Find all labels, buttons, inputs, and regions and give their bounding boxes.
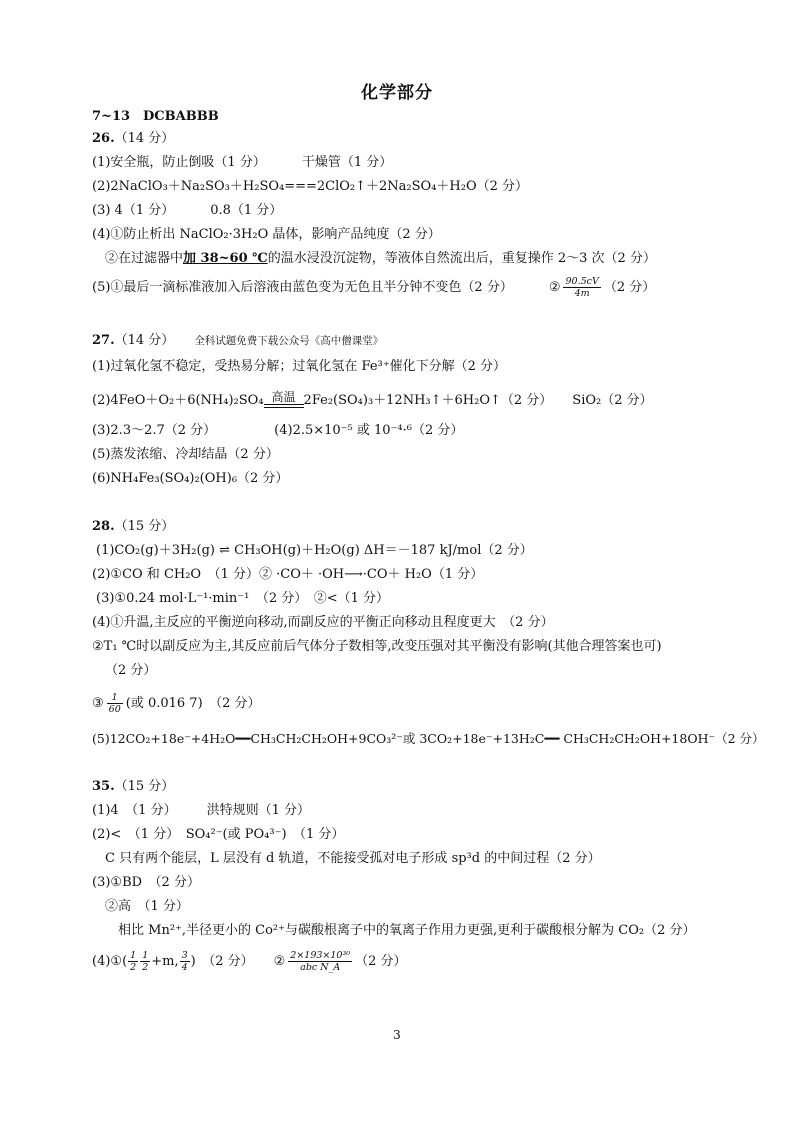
- q27-l2c-text: SiO₂（2 分）: [572, 393, 653, 408]
- q26-number: 26.: [92, 131, 115, 146]
- answers-7-13: 7~13 DCBABBB: [92, 109, 219, 124]
- q35-f2-num: 1: [142, 950, 149, 961]
- q35-frac-4: [288, 950, 352, 973]
- q28-line-5: ②T₁ ℃时以副反应为主,其反应前后气体分子数相等,改变压强对其平衡没有影响(其他合理答案也可): [92, 639, 662, 654]
- q35-line-4: (3)①BD （2 分）: [92, 875, 200, 890]
- q35-l1a-text: (1)4 （1 分）: [92, 803, 177, 818]
- q35-number: 35.: [92, 779, 115, 794]
- q35-l7d-text: （2 分）: [355, 954, 407, 969]
- q27-line-3: [92, 422, 463, 440]
- q35-f3-num: 3: [181, 950, 188, 961]
- page-number: 3: [393, 1028, 401, 1042]
- q35-l7-mid: +m,: [151, 954, 179, 969]
- q35-line-1: [92, 802, 310, 820]
- q35-f1-num: 1: [130, 950, 137, 961]
- q35-l7a-text: (4)①(: [92, 954, 128, 969]
- q35-line-3: C 只有两个能层，L 层没有 d 轨道，不能接受孤对电子形成 sp³d 的中间过程（2 分）: [105, 851, 601, 866]
- q26-line-3: [92, 202, 282, 220]
- q28-frac-num: 1: [107, 692, 123, 704]
- q27-condition-arrow: [264, 390, 304, 408]
- q28-l6b-text: (或 0.016 7) （2 分）: [125, 696, 261, 711]
- q26-frac-num: 90.5cV: [565, 276, 599, 287]
- q27-note: 全科试题免费下载公众号《高中僧课堂》: [194, 335, 384, 347]
- q26-fraction: [563, 276, 600, 299]
- q26-l5a-text: ②在过滤器中: [105, 251, 184, 266]
- q26-line-6: [92, 276, 655, 299]
- q35-f1-den: 2: [130, 962, 137, 973]
- q26-heading: [92, 130, 174, 148]
- q35-f4-den: abc N_A: [300, 962, 341, 973]
- q26-l1b-text: 干燥管（1 分）: [301, 155, 393, 170]
- q28-number: 28.: [92, 519, 115, 534]
- q27-line-2: [92, 392, 653, 410]
- q27-condition: 高温: [271, 390, 296, 404]
- q28-line-3: (3)①0.24 mol·L⁻¹·min⁻¹ （2 分） ②<（1 分）: [96, 591, 390, 606]
- q26-score: （14 分）: [114, 131, 175, 146]
- q26-l3a-text: (3) 4（1 分）: [92, 203, 175, 218]
- q35-line-6: 相比 Mn²⁺,半径更小的 Co²⁺与碳酸根离子中的氧离子作用力更强,更利于碳酸根分解为 CO₂（2 分）: [118, 923, 696, 938]
- q28-fraction: [107, 692, 123, 715]
- q27-l2a-text: (2)4FeO＋O₂＋6(NH₄)₂SO₄: [92, 393, 264, 408]
- q27-line-1: (1)过氧化氢不稳定，受热易分解；过氧化氢在 Fe³⁺催化下分解（2 分）: [92, 359, 507, 374]
- q26-l5b-text: 加 38~60 ℃: [183, 251, 268, 266]
- equals-arrow-icon: [264, 404, 304, 408]
- q26-l6b-text: ②: [548, 280, 561, 295]
- q26-line-4: (4)①防止析出 NaClO₂·3H₂O 晶体，影响产品纯度（2 分）: [92, 227, 441, 242]
- q28-line-7: (5)12CO₂+18e⁻+4H₂O━━CH₃CH₂CH₂OH+9CO₃²⁻或 3CO₂+18e⁻+13H₂C━━ CH₃CH₂CH₂OH+18OH⁻（2 分）: [92, 731, 765, 746]
- q35-l1b-text: 洪特规则（1 分）: [206, 803, 310, 818]
- q35-f2-den: 2: [142, 962, 149, 973]
- q35-l7b-text: ) （2 分）: [190, 954, 254, 969]
- q26-frac-den: 4m: [574, 288, 590, 299]
- q26-l3b-text: 0.8（1 分）: [210, 203, 283, 218]
- q27-line-4: (5)蒸发浓缩、冷却结晶（2 分）: [92, 447, 279, 462]
- q35-line-2: (2)< （1 分） SO₄²⁻(或 PO₄³⁻) （1 分）: [92, 827, 345, 842]
- q35-line-7: [92, 950, 407, 973]
- q27-heading: [92, 332, 383, 350]
- q27-l3b-text: (4)2.5×10⁻⁵ 或 10⁻⁴·⁶（2 分）: [274, 423, 464, 438]
- q26-line-1: [92, 154, 392, 172]
- q26-line-2: (2)2NaClO₃＋Na₂SO₃＋H₂SO₄===2ClO₂↑＋2Na₂SO₄＋H₂O（2 分）: [92, 179, 529, 194]
- q28-line-6: [92, 692, 261, 715]
- q35-frac-3: [180, 950, 190, 973]
- q27-score: （14 分）: [114, 333, 175, 348]
- q26-line-5: [105, 250, 656, 268]
- q26-l5c-text: 的温水浸没沉淀物，等液体自然流出后，重复操作 2～3 次（2 分）: [267, 251, 656, 266]
- q26-l1-text: (1)安全瓶，防止倒吸（1 分）: [92, 155, 266, 170]
- q28-line-5b: （2 分）: [105, 663, 157, 678]
- q35-line-5: ②高 （1 分）: [105, 899, 189, 914]
- q28-l6a-text: ③: [92, 696, 104, 711]
- q27-l2b-text: 2Fe₂(SO₄)₃＋12NH₃↑＋6H₂O↑（2 分）: [303, 393, 553, 408]
- page-title: 化学部分: [361, 83, 433, 103]
- q35-f4-num: 2×193×10³⁰: [290, 950, 351, 961]
- q27-line-5: (6)NH₄Fe₃(SO₄)₂(OH)₆（2 分）: [92, 471, 289, 486]
- q28-frac-den: 60: [108, 704, 121, 715]
- q35-heading: [92, 778, 174, 796]
- q27-number: 27.: [92, 333, 115, 348]
- q35-frac-1: [128, 950, 138, 973]
- q26-l6c-text: （2 分）: [603, 280, 656, 295]
- q26-l6a-text: (5)①最后一滴标准液加入后溶液由蓝色变为无色且半分钟不变色（2 分）: [92, 280, 513, 295]
- q35-l7c-text: ②: [273, 954, 286, 969]
- q35-score: （15 分）: [114, 779, 175, 794]
- q27-l3a-text: (3)2.3～2.7（2 分）: [92, 423, 217, 438]
- q35-frac-2: [140, 950, 150, 973]
- q28-line-2: (2)①CO 和 CH₂O （1 分）② ·CO＋ ·OH⟶·CO＋ H₂O（1 分）: [92, 567, 484, 582]
- q28-heading: [92, 518, 174, 536]
- q28-line-1: (1)CO₂(g)＋3H₂(g) ⇌ CH₃OH(g)＋H₂O(g) ΔH＝－187 kJ/mol（2 分）: [96, 543, 533, 558]
- q35-f3-den: 4: [181, 962, 188, 973]
- q28-line-4: (4)①升温,主反应的平衡逆向移动,而副反应的平衡正向移动且程度更大 （2 分）: [92, 615, 554, 630]
- q28-score: （15 分）: [114, 519, 175, 534]
